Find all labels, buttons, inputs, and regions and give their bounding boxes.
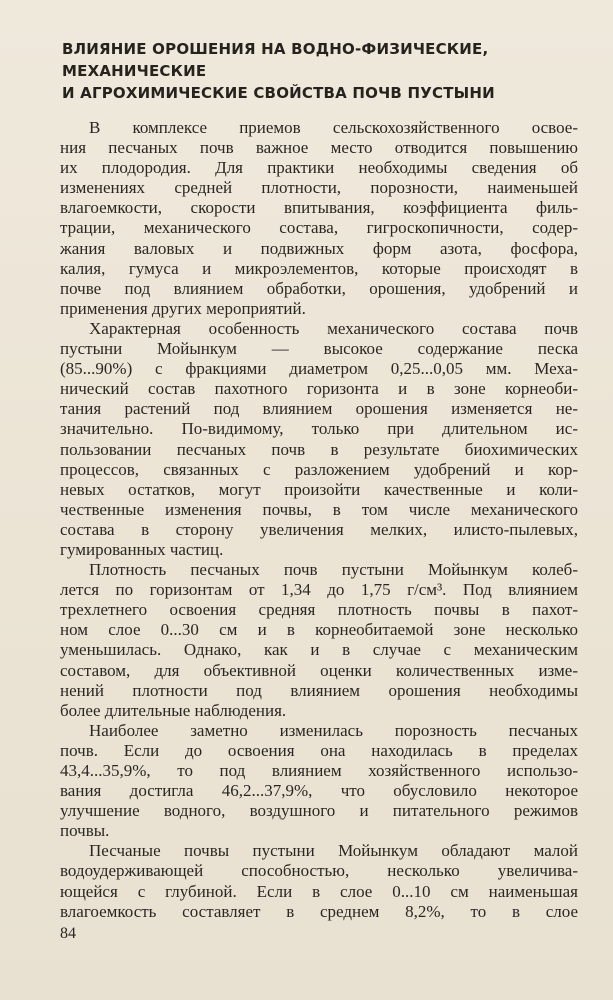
text-line: вания достигла 46,2...37,9%, что обусловило некоторое [60, 781, 578, 801]
text-line: ния песчаных почв важное место отводится повышению [60, 138, 578, 158]
text-line: пользовании песчаных почв в результате биохимических [60, 439, 578, 459]
text-line: 43,4...35,9%, то под влиянием хозяйственного использо- [60, 761, 578, 780]
text-line: ющейся с глубиной. Если в слое 0...10 см наименьшая [60, 881, 578, 901]
text-line: чественные изменения почвы, в том числе механического [60, 499, 578, 519]
heading-line-2: МЕХАНИЧЕСКИЕ [62, 62, 207, 80]
text-line: жания валовых и подвижных форм азота, фосфора, [60, 238, 578, 258]
text-line: Плотность песчаных почв пустыни Мойынкум колеб- [89, 560, 578, 580]
text-line: гумированных частиц. [60, 539, 224, 559]
text-line: лется по горизонтам от 1,34 до 1,75 г/см³. Под влиянием [60, 580, 578, 600]
paragraph [60, 721, 578, 842]
text-line: применения других мероприятий. [60, 298, 306, 318]
text-line: нений плотности под влиянием орошения необходимы [60, 680, 578, 700]
paragraph [60, 841, 578, 921]
text-line: невых остатков, могут произойти качественные и коли- [60, 479, 578, 499]
text-line: более длительные наблюдения. [60, 700, 287, 720]
text-line: калия, гумуса и микроэлементов, которые происходят в [60, 258, 578, 278]
text-line: пустыни Мойынкум — высокое содержание песка [60, 339, 578, 359]
paragraph [60, 118, 578, 319]
text-line: нический состав пахотного горизонта и в зоне корнеоби- [60, 379, 578, 399]
text-line: процессов, связанных с разложением удобрений и кор- [60, 459, 578, 479]
text-line: тания растений под влиянием орошения изменяется не- [60, 399, 578, 419]
text-line: почве под влиянием обработки, орошения, удобрений и [60, 278, 578, 298]
text-line: В комплексе приемов сельскохозяйственного освое- [89, 118, 578, 137]
text-line: составом, для объективной оценки количественных изме- [60, 660, 578, 680]
text-line: Наиболее заметно изменилась порозность песчаных [89, 720, 578, 740]
text-line: влагоемкости, скорости впитывания, коэффициента филь- [60, 198, 578, 218]
text-line: ном слое 0...30 см и в корнеобитаемой зоне несколько [60, 620, 578, 640]
heading-line-3: И АГРОХИМИЧЕСКИЕ СВОЙСТВА ПОЧВ ПУСТЫНИ [62, 84, 495, 102]
heading-line-1: ВЛИЯНИЕ ОРОШЕНИЯ НА ВОДНО-ФИЗИЧЕСКИЕ, [62, 40, 489, 58]
section-heading [62, 38, 582, 104]
text-line: водоудерживающей способностью, несколько увеличива- [60, 861, 578, 881]
text-line: изменениях средней плотности, порозности, наименьшей [60, 178, 578, 198]
text-line: (85...90%) с фракциями диаметром 0,25...0,05 мм. Меха- [60, 359, 578, 379]
text-line: улучшение водного, воздушного и питательного режимов [60, 801, 578, 821]
text-line: Песчаные почвы пустыни Мойынкум обладают малой [89, 841, 578, 861]
page-number: 84 [60, 925, 76, 942]
text-line: влагоемкость составляет в среднем 8,2%, то в слое [60, 901, 578, 921]
text-line: трехлетнего освоения средняя плотность почвы в пахот- [60, 600, 578, 620]
text-line: трации, механического состава, гигроскопичности, содер- [60, 218, 578, 238]
text-line: их плодородия. Для практики необходимы сведения об [60, 158, 578, 178]
text-line: состава в сторону увеличения мелких, илисто-пылевых, [60, 519, 578, 539]
paragraph [60, 560, 578, 721]
text-line: значительно. По-видимому, только при длительном ис- [60, 419, 578, 439]
paragraph [60, 319, 578, 560]
text-line: уменьшилась. Однако, как и в случае с механическим [60, 640, 578, 660]
text-line: почвы. [60, 821, 110, 841]
body-text [60, 118, 578, 922]
text-line: Характерная особенность механического состава почв [89, 318, 578, 338]
text-line: почв. Если до освоения она находилась в пределах [60, 740, 578, 760]
